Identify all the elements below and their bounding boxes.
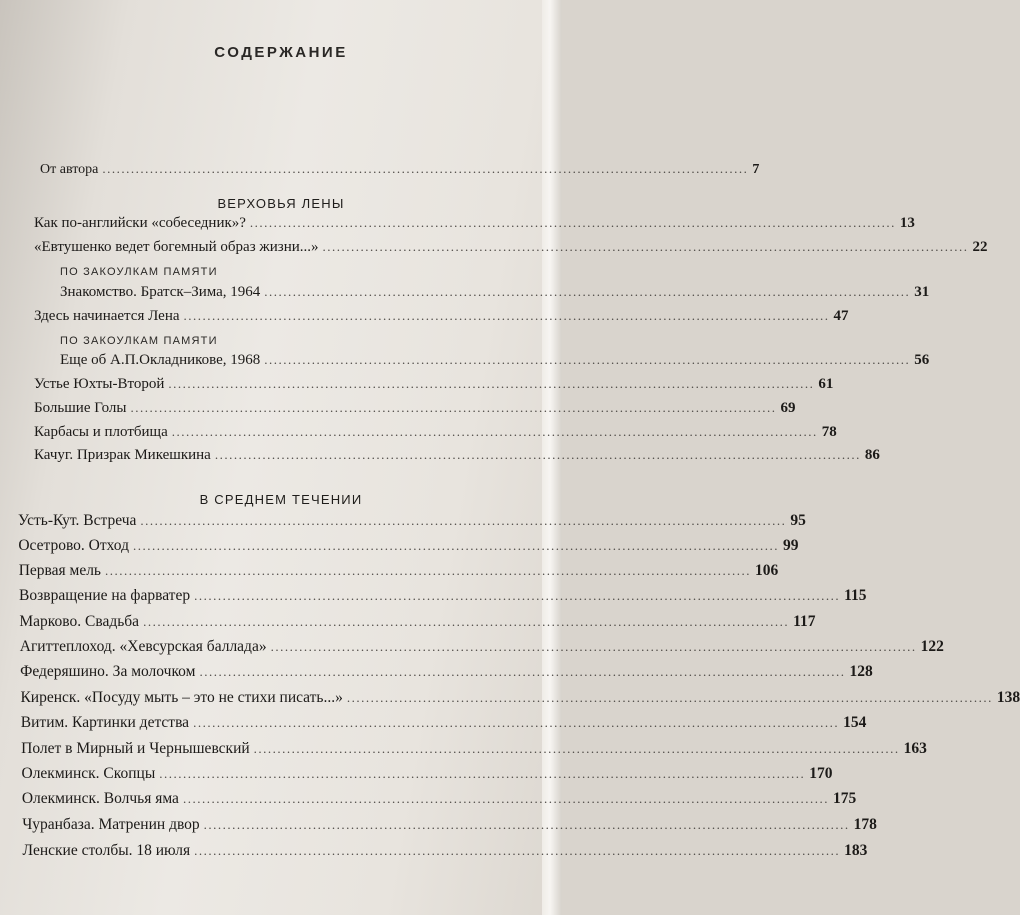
toc-entry-page: 56 — [914, 352, 930, 368]
leader-dots: ........................................................................................................................................ — [193, 715, 840, 730]
leader-dots: ........................................................................................................................................ — [194, 588, 841, 603]
subsection-label: ПО ЗАКОУЛКАМ ПАМЯТИ — [60, 335, 218, 347]
toc-entry-page: 106 — [755, 562, 779, 579]
toc-entry-page: 99 — [782, 537, 799, 554]
toc-entry — [60, 283, 930, 301]
toc-entry-label: «Евтушенко ведет богемный образ жизни...» — [34, 239, 319, 255]
leader-dots: ........................................................................................................................................ — [182, 791, 829, 806]
toc-entry-label: Карбасы и плотбища — [34, 424, 168, 440]
toc-entry — [34, 423, 837, 441]
toc-entry-label: Ленские столбы. 18 июля — [22, 842, 191, 859]
leader-dots: ........................................................................................................................................ — [264, 352, 911, 367]
toc-entry-label: Олекминск. Скопцы — [21, 765, 156, 782]
toc-entry-label: Первая мель — [18, 562, 102, 579]
toc-entry-label: Федеряшино. За молочком — [20, 663, 196, 680]
leader-dots: ........................................................................................................................................ — [159, 766, 806, 781]
toc-entry-label: Устье Юхты-Второй — [34, 376, 165, 392]
toc-entry-page: 78 — [821, 424, 837, 440]
toc-entry — [60, 351, 930, 369]
toc-entry-label: Осетрово. Отход — [18, 537, 129, 554]
toc-entry-page: 69 — [780, 400, 796, 416]
toc-entry-label: Как по-английски «собеседник»? — [34, 215, 246, 231]
toc-entry-page: 115 — [844, 587, 867, 604]
toc-entry-page: 170 — [809, 765, 833, 782]
toc-entry — [21, 765, 833, 783]
leader-dots: ........................................................................................................................................ — [183, 308, 830, 323]
leader-dots: ........................................................................................................................................ — [264, 284, 911, 299]
toc-entry-intro — [40, 160, 760, 179]
leader-dots: ........................................................................................................................................ — [249, 215, 896, 230]
toc-entry-label: От автора — [40, 162, 99, 177]
toc-entry-label: Возвращение на фарватер — [19, 587, 191, 604]
toc-entry-label: Марково. Свадьба — [19, 613, 140, 630]
toc-entry-label: Качуг. Призрак Микешкина — [34, 447, 211, 463]
toc-entry-page: 183 — [844, 842, 868, 859]
leader-dots: ........................................................................................................................................ — [171, 424, 818, 439]
toc-entry-page: 22 — [972, 239, 988, 255]
leader-dots: ........................................................................................................................................ — [214, 447, 861, 462]
leader-dots: ........................................................................................................................................ — [102, 161, 749, 176]
toc-entry — [22, 842, 868, 860]
subsection-label: ПО ЗАКОУЛКАМ ПАМЯТИ — [60, 266, 218, 278]
leader-dots: ........................................................................................................................................ — [140, 513, 787, 528]
toc-entry — [20, 689, 1020, 707]
leader-dots: ........................................................................................................................................ — [194, 843, 841, 858]
toc-entry-label: Усть-Кут. Встреча — [18, 512, 137, 529]
toc-entry-label: Большие Голы — [34, 400, 127, 416]
toc-entry-page: 86 — [864, 447, 880, 463]
toc-entry-page: 178 — [853, 816, 877, 833]
leader-dots: ........................................................................................................................................ — [143, 614, 790, 629]
leader-dots: ........................................................................................................................................ — [270, 639, 917, 654]
toc-entry-label: Агиттеплоход. «Хевсурская баллада» — [19, 638, 267, 655]
leader-dots: ........................................................................................................................................ — [322, 239, 969, 254]
toc-entry — [21, 790, 857, 808]
toc-entry-label: Знакомство. Братск–Зима, 1964 — [60, 284, 261, 300]
leader-dots: ........................................................................................................................................ — [199, 664, 846, 679]
toc-entry-page: 31 — [914, 284, 930, 300]
toc-entry — [18, 537, 799, 555]
toc-entry — [19, 587, 867, 605]
toc-entry-page: 138 — [996, 689, 1020, 706]
toc-entry — [34, 446, 880, 464]
toc-entry — [21, 740, 927, 758]
toc-entry — [20, 663, 873, 681]
toc-entry-label: Витим. Картинки детства — [20, 714, 190, 731]
toc-entry — [34, 238, 988, 256]
toc-entry-label: Киренск. «Посуду мыть – это не стихи писать...» — [20, 689, 343, 706]
toc-entry-page: 117 — [793, 613, 816, 630]
section-heading-middle-course: В СРЕДНЕМ ТЕЧЕНИИ — [199, 492, 363, 507]
toc-entry-page: 7 — [752, 162, 760, 177]
leader-dots: ........................................................................................................................................ — [168, 376, 815, 391]
toc-entry — [20, 714, 867, 732]
toc-entry-label: Здесь начинается Лена — [34, 308, 180, 324]
leader-dots: ........................................................................................................................................ — [346, 690, 993, 705]
leader-dots: ........................................................................................................................................ — [253, 741, 900, 756]
toc-entry-page: 61 — [818, 376, 834, 392]
leader-dots: ........................................................................................................................................ — [105, 563, 752, 578]
page-title: СОДЕРЖАНИЕ — [214, 44, 348, 61]
toc-entry-page: 175 — [832, 790, 857, 807]
toc-entry-page: 122 — [920, 638, 944, 655]
leader-dots: ........................................................................................................................................ — [130, 400, 777, 415]
toc-entry — [34, 399, 796, 417]
toc-entry-page: 163 — [903, 740, 927, 757]
toc-entry — [22, 816, 877, 834]
toc-entry-page: 95 — [790, 512, 806, 529]
toc-entry — [34, 307, 849, 325]
toc-entry — [34, 214, 915, 232]
leader-dots: ........................................................................................................................................ — [132, 538, 779, 553]
section-heading-upper-lena: ВЕРХОВЬЯ ЛЕНЫ — [217, 196, 345, 211]
toc-entry-label: Чуранбаза. Матренин двор — [22, 816, 200, 833]
toc-entry-page: 47 — [833, 308, 849, 324]
toc-entry-label: Полет в Мирный и Чернышевский — [21, 740, 250, 757]
toc-entry-page: 13 — [899, 215, 915, 231]
toc-entry — [18, 512, 806, 530]
toc-entry-page: 154 — [843, 714, 867, 731]
toc-entry — [18, 562, 779, 580]
toc-entry — [19, 613, 816, 631]
toc-entry — [34, 375, 834, 393]
leader-dots: ........................................................................................................................................ — [203, 817, 850, 832]
toc-entry-label: Еще об А.П.Окладникове, 1968 — [60, 352, 261, 368]
toc-entry-page: 128 — [849, 663, 873, 680]
toc-entry — [19, 638, 944, 656]
toc-entry-label: Олекминск. Волчья яма — [21, 790, 179, 807]
